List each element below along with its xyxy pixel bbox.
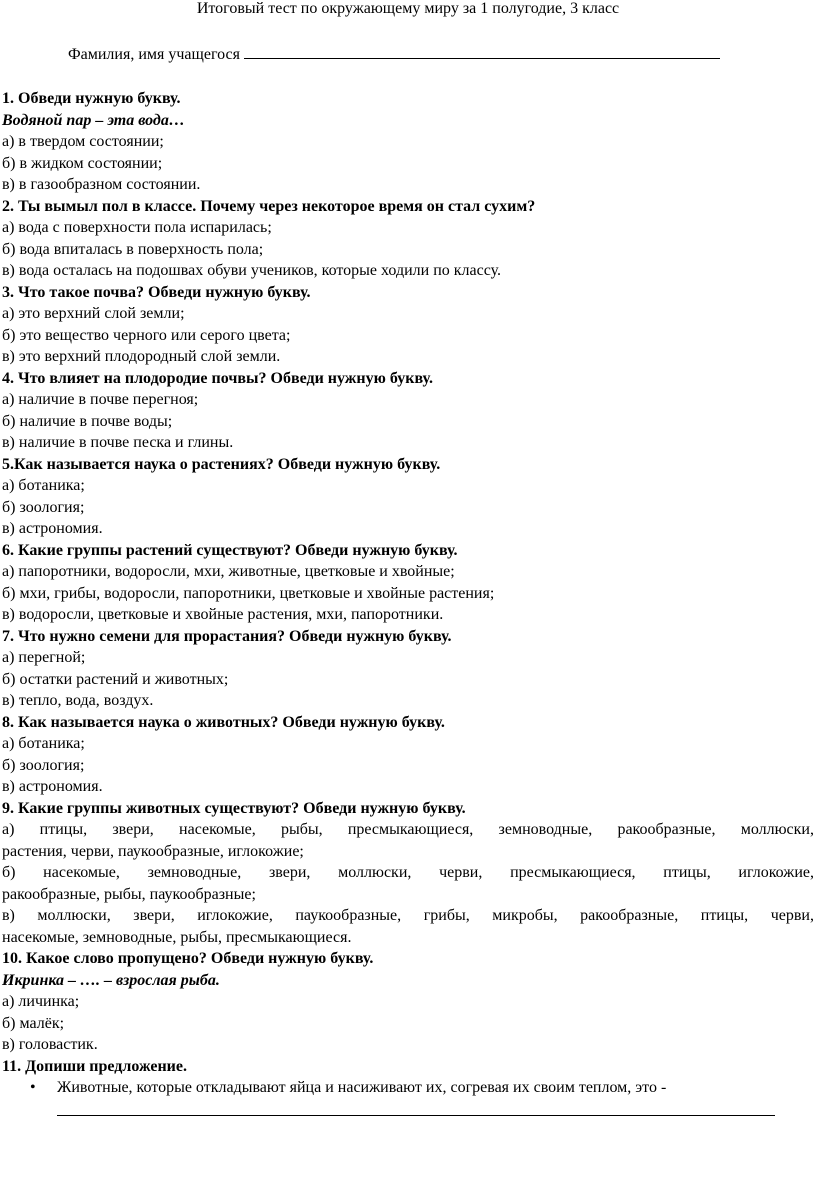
answer-option: в) наличие в почве песка и глины. (2, 434, 234, 451)
answer-option: б) это вещество черного или серого цвета; (2, 327, 291, 344)
question-lead: Икринка – …. – взрослая рыба. (2, 972, 220, 989)
answer-option: б) зоология; (2, 757, 85, 774)
question-title: 3. Что такое почва? Обведи нужную букву. (2, 284, 311, 301)
question-title: 9. Какие группы животных существуют? Обведи нужную букву. (2, 800, 466, 817)
answer-option: б) наличие в почве воды; (2, 413, 173, 430)
student-name-row (68, 44, 720, 64)
answer-option: а) это верхний слой земли; (2, 305, 185, 322)
question-title: 6. Какие группы растений существуют? Обведи нужную букву. (2, 542, 458, 559)
page-title: Итоговый тест по окружающему миру за 1 полугодие, 3 класс (196, 0, 620, 17)
student-name-label: Фамилия, имя учащегося (68, 46, 240, 63)
answer-option: а) личинка; (2, 993, 80, 1010)
answer-option: а) в твердом состоянии; (2, 133, 164, 150)
question-title: 7. Что нужно семени для прорастания? Обведи нужную букву. (2, 628, 452, 645)
answer-line[interactable] (57, 1115, 775, 1116)
answer-option: в) вода осталась на подошвах обуви учеников, которые ходили по классу. (2, 262, 502, 279)
answer-option: а) наличие в почве перегноя; (2, 391, 199, 408)
question-title: 4. Что влияет на плодородие почвы? Обведи нужную букву. (2, 370, 433, 387)
question-title: 2. Ты вымыл пол в классе. Почему через некоторое время он стал сухим? (2, 198, 536, 215)
answer-option: б) в жидком состоянии; (2, 155, 163, 172)
question-title: 8. Как называется наука о животных? Обведи нужную букву. (2, 714, 445, 731)
answer-option: в) моллюски, звери, иглокожие, паукообразные, грибы, микробы, ракообразные, птицы, черви, (2, 907, 814, 924)
answer-option: а) птицы, звери, насекомые, рыбы, пресмыкающиеся, земноводные, ракообразные, моллюски, (2, 821, 814, 838)
answer-option: в) водоросли, цветковые и хвойные растения, мхи, папоротники. (2, 606, 444, 623)
answer-option: в) это верхний плодородный слой земли. (2, 348, 281, 365)
answer-option: б) остатки растений и животных; (2, 671, 229, 688)
bullet-icon: • (30, 1079, 36, 1096)
question-title: 1. Обведи нужную букву. (2, 90, 181, 107)
answer-option: б) зоология; (2, 499, 85, 516)
answer-option: а) вода с поверхности пола испарилась; (2, 219, 272, 236)
answer-option: б) насекомые, земноводные, звери, моллюски, черви, пресмыкающиеся, птицы, иглокожие, (2, 864, 814, 881)
question-lead: Водяной пар – эта вода… (2, 112, 185, 129)
student-name-line[interactable] (244, 44, 720, 59)
answer-option-continued: насекомые, земноводные, рыбы, пресмыкающиеся. (2, 929, 352, 946)
answer-option-continued: ракообразные, рыбы, паукообразные; (2, 886, 256, 903)
answer-option: а) перегной; (2, 649, 86, 666)
answer-option: а) ботаника; (2, 477, 85, 494)
answer-option: в) астрономия. (2, 778, 103, 795)
question-title: 10. Какое слово пропущено? Обведи нужную букву. (2, 950, 374, 967)
question-title: 11. Допиши предложение. (2, 1058, 187, 1075)
answer-option: в) тепло, вода, воздух. (2, 692, 154, 709)
answer-option: а) папоротники, водоросли, мхи, животные, цветковые и хвойные; (2, 563, 455, 580)
answer-option: б) малёк; (2, 1015, 65, 1032)
answer-option: в) головастик. (2, 1036, 98, 1053)
answer-option: б) вода впиталась в поверхность пола; (2, 241, 264, 258)
sentence-prompt: Животные, которые откладывают яйца и насиживают их, согревая их своим теплом, это - (57, 1079, 667, 1096)
question-title: 5.Как называется наука о растениях? Обведи нужную букву. (2, 456, 441, 473)
answer-option: в) астрономия. (2, 520, 103, 537)
answer-option: в) в газообразном состоянии. (2, 176, 201, 193)
answer-option: б) мхи, грибы, водоросли, папоротники, цветковые и хвойные растения; (2, 585, 495, 602)
answer-option-continued: растения, черви, паукообразные, иглокожие; (2, 843, 304, 860)
answer-option: а) ботаника; (2, 735, 85, 752)
